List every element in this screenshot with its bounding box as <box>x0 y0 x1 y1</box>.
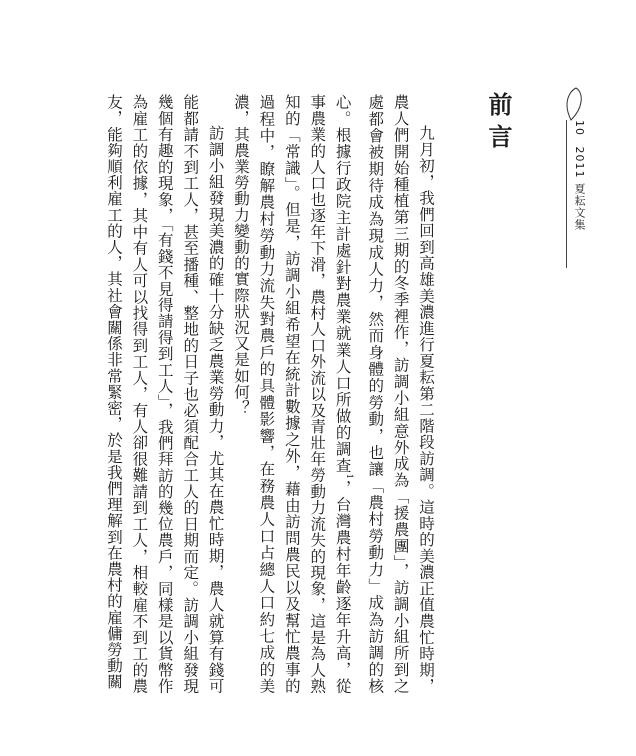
paragraph-text: 九月初，我們回到高雄美濃進行夏耘第二階段訪調。這時的美濃正值農忙時期，農人們開始種植第三期的冬季裡作，訪調小組意外成為「援農團」，訪調小組所到之處都會被期待成為現成人力，然而身體的勞動，也讓「農村勞動力」成為訪調的核心。根據行政院主計處針對農業就業人口所做的調查 <box>333 94 435 694</box>
paragraph: 訪調小組發現美濃的確十分缺乏農業勞動力，尤其在農忙時期，農人就算有錢可能都請不到工人，甚至播種、整地的日子也必須配合工人的日期而定。訪調小組發現幾個有趣的現象，「有錢不見得請得到工人」，我們拜訪的幾位農戶，同樣是以貨幣作為雇工的依據，其中有人可以找得到工人，有人卻很難請到工人，相較雇不到工的農友，能夠順利雇工的人，其社會關係非常緊密，於是我們理解到在農村的雇傭勞動關 <box>104 94 225 694</box>
header-rule <box>566 120 567 268</box>
footnote-marker: 1 <box>344 473 354 480</box>
series-title: 2011 夏耘文集 <box>573 146 586 231</box>
paragraph <box>228 94 438 694</box>
taiwan-island-icon <box>562 86 586 122</box>
page-number: 10 <box>573 120 586 136</box>
chapter-title: 前言 <box>484 92 513 156</box>
body-text <box>40 94 438 694</box>
running-header <box>568 120 590 270</box>
paragraph-text: ，台灣農村年齡逐年升高，從事農業的人口也逐年下滑，農村人口外流以及青壯年勞動力流失的現象，這是為人熟知的「常識」。但是，訪調小組希望在統計數據之外，藉由訪問農民以及幫忙農事的過程中，瞭解農村勞動力流失對農戶的具體影響，在務農人口占總人口約七成的美濃，其農業勞動力變動的實際狀況又是如何？ <box>232 94 352 694</box>
